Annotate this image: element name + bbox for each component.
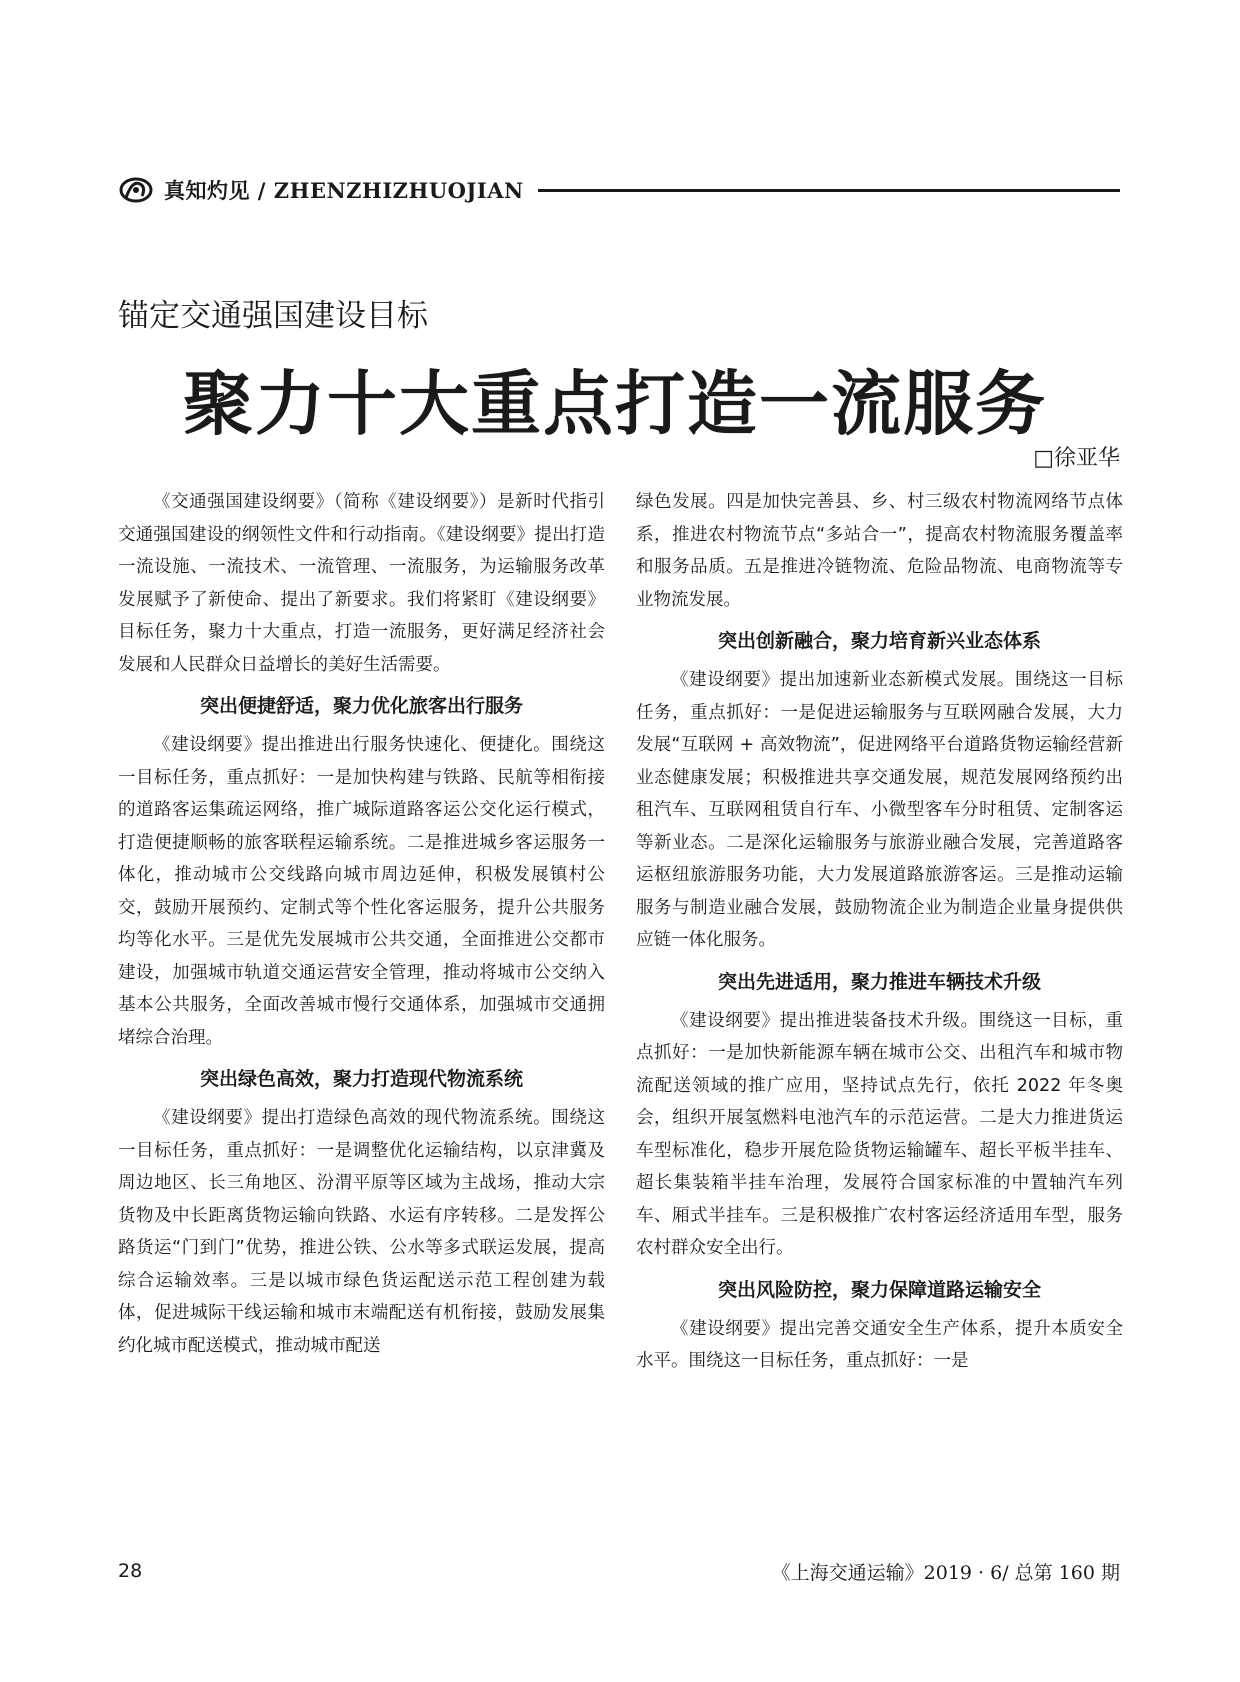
right-column (636, 486, 1123, 1384)
article-subtitle: 锚定交通强国建设目标 (118, 298, 428, 334)
body-paragraph: 绿色发展。四是加快完善县、乡、村三级农村物流网络节点体系，推进农村物流节点“多站合一”，提高农村物流服务覆盖率和服务品质。五是推进冷链物流、危险品物流、电商物流等专业物流发展。 (636, 492, 1123, 610)
body-paragraph: 《建设纲要》提出完善交通安全生产体系，提升本质安全水平。围绕这一目标任务，重点抓好：一是 (636, 1318, 1123, 1371)
section-heading: 突出风险防控，聚力保障道路运输安全 (717, 1278, 1041, 1301)
body-paragraph: 《交通强国建设纲要》（简称《建设纲要》）是新时代指引交通强国建设的纲领性文件和行动指南。《建设纲要》提出打造一流设施、一流技术、一流管理、一流服务，为运输服务改革发展赋予了新使命、提出了新要求。我们将紧盯《建设纲要》目标任务，聚力十大重点，打造一流服务，更好满足经济社会发展和人民群众日益增长的美好生活需要。 (118, 492, 605, 675)
header-rule (538, 189, 1120, 192)
journal-info: 《上海交通运输》2019 · 6/ 总第 160 期 (771, 1562, 1120, 1584)
left-column (118, 486, 605, 1368)
section-heading: 突出便捷舒适，聚力优化旅客出行服务 (199, 695, 523, 717)
magazine-logo-icon (118, 174, 154, 206)
body-paragraph: 《建设纲要》提出加速新业态新模式发展。围绕这一目标任务，重点抓好：一是促进运输服务与互联网融合发展，大力发展“互联网 + 高效物流”，促进网络平台道路货物运输经营新业态健康发展；积极推进共享交通发展，规范发展网络预约出租汽车、互联网租赁自行车、小微型客车分时租赁、定制客运等新业态。二是深化运输服务与旅游业融合发展，完善道路客运枢纽旅游服务功能，大力发展道路旅游客运。三是推动运输服务与制造业融合发展，鼓励物流企业为制造企业量身提供供应链一体化服务。 (636, 670, 1123, 950)
section-heading: 突出绿色高效，聚力打造现代物流系统 (199, 1068, 523, 1090)
body-paragraph: 《建设纲要》提出推进装备技术升级。围绕这一目标，重点抓好：一是加快新能源车辆在城市公交、出租汽车和城市物流配送领域的推广应用，坚持试点先行，依托 2022 年冬奥会，组织开展氢燃料电池汽车的示范运营。二是大力推进货运车型标准化，稳步开展危险货物运输罐车、超长平板半挂车、超长集装箱半挂车治理，发展符合国家标准的中置轴汽车列车、厢式半挂车。三是积极推广农村客运经济适用车型，服务农村群众安全出行。 (636, 1010, 1123, 1258)
body-paragraph: 《建设纲要》提出打造绿色高效的现代物流系统。围绕这一目标任务，重点抓好：一是调整优化运输结构，以京津冀及周边地区、长三角地区、汾渭平原等区域为主战场，推动大宗货物及中长距离货物运输向铁路、水运有序转移。二是发挥公路货运“门到门”优势，推进公铁、公水等多式联运发展，提高综合运输效率。三是以城市绿色货运配送示范工程创建为载体，促进城际干线运输和城市末端配送有机衔接，鼓励发展集约化城市配送模式，推动城市配送 (118, 1108, 605, 1356)
column-name: 真知灼见 / ZHENZHIZHUOJIAN (164, 178, 524, 203)
page-number: 28 (118, 1560, 143, 1582)
body-paragraph: 《建设纲要》提出推进出行服务快速化、便捷化。围绕这一目标任务，重点抓好：一是加快构建与铁路、民航等相衔接的道路客运集疏运网络，推广城际道路客运公交化运行模式，打造便捷顺畅的旅客联程运输系统。二是推进城乡客运服务一体化，推动城市公交线路向城市周边延伸，积极发展镇村公交，鼓励开展预约、定制式等个性化客运服务，提升公共服务均等化水平。三是优先发展城市公共交通，全面推进公交都市建设，加强城市轨道交通运营安全管理，推动将城市公交纳入基本公共服务，全面改善城市慢行交通体系，加强城市交通拥堵综合治理。 (118, 735, 605, 1048)
article-title: 聚力十大重点打造一流服务 (183, 362, 1047, 445)
section-heading: 突出创新融合，聚力培育新兴业态体系 (717, 630, 1041, 652)
column-header (118, 170, 1120, 210)
section-heading: 突出先进适用，聚力推进车辆技术升级 (717, 970, 1041, 993)
article-author: □徐亚华 (1033, 446, 1120, 471)
